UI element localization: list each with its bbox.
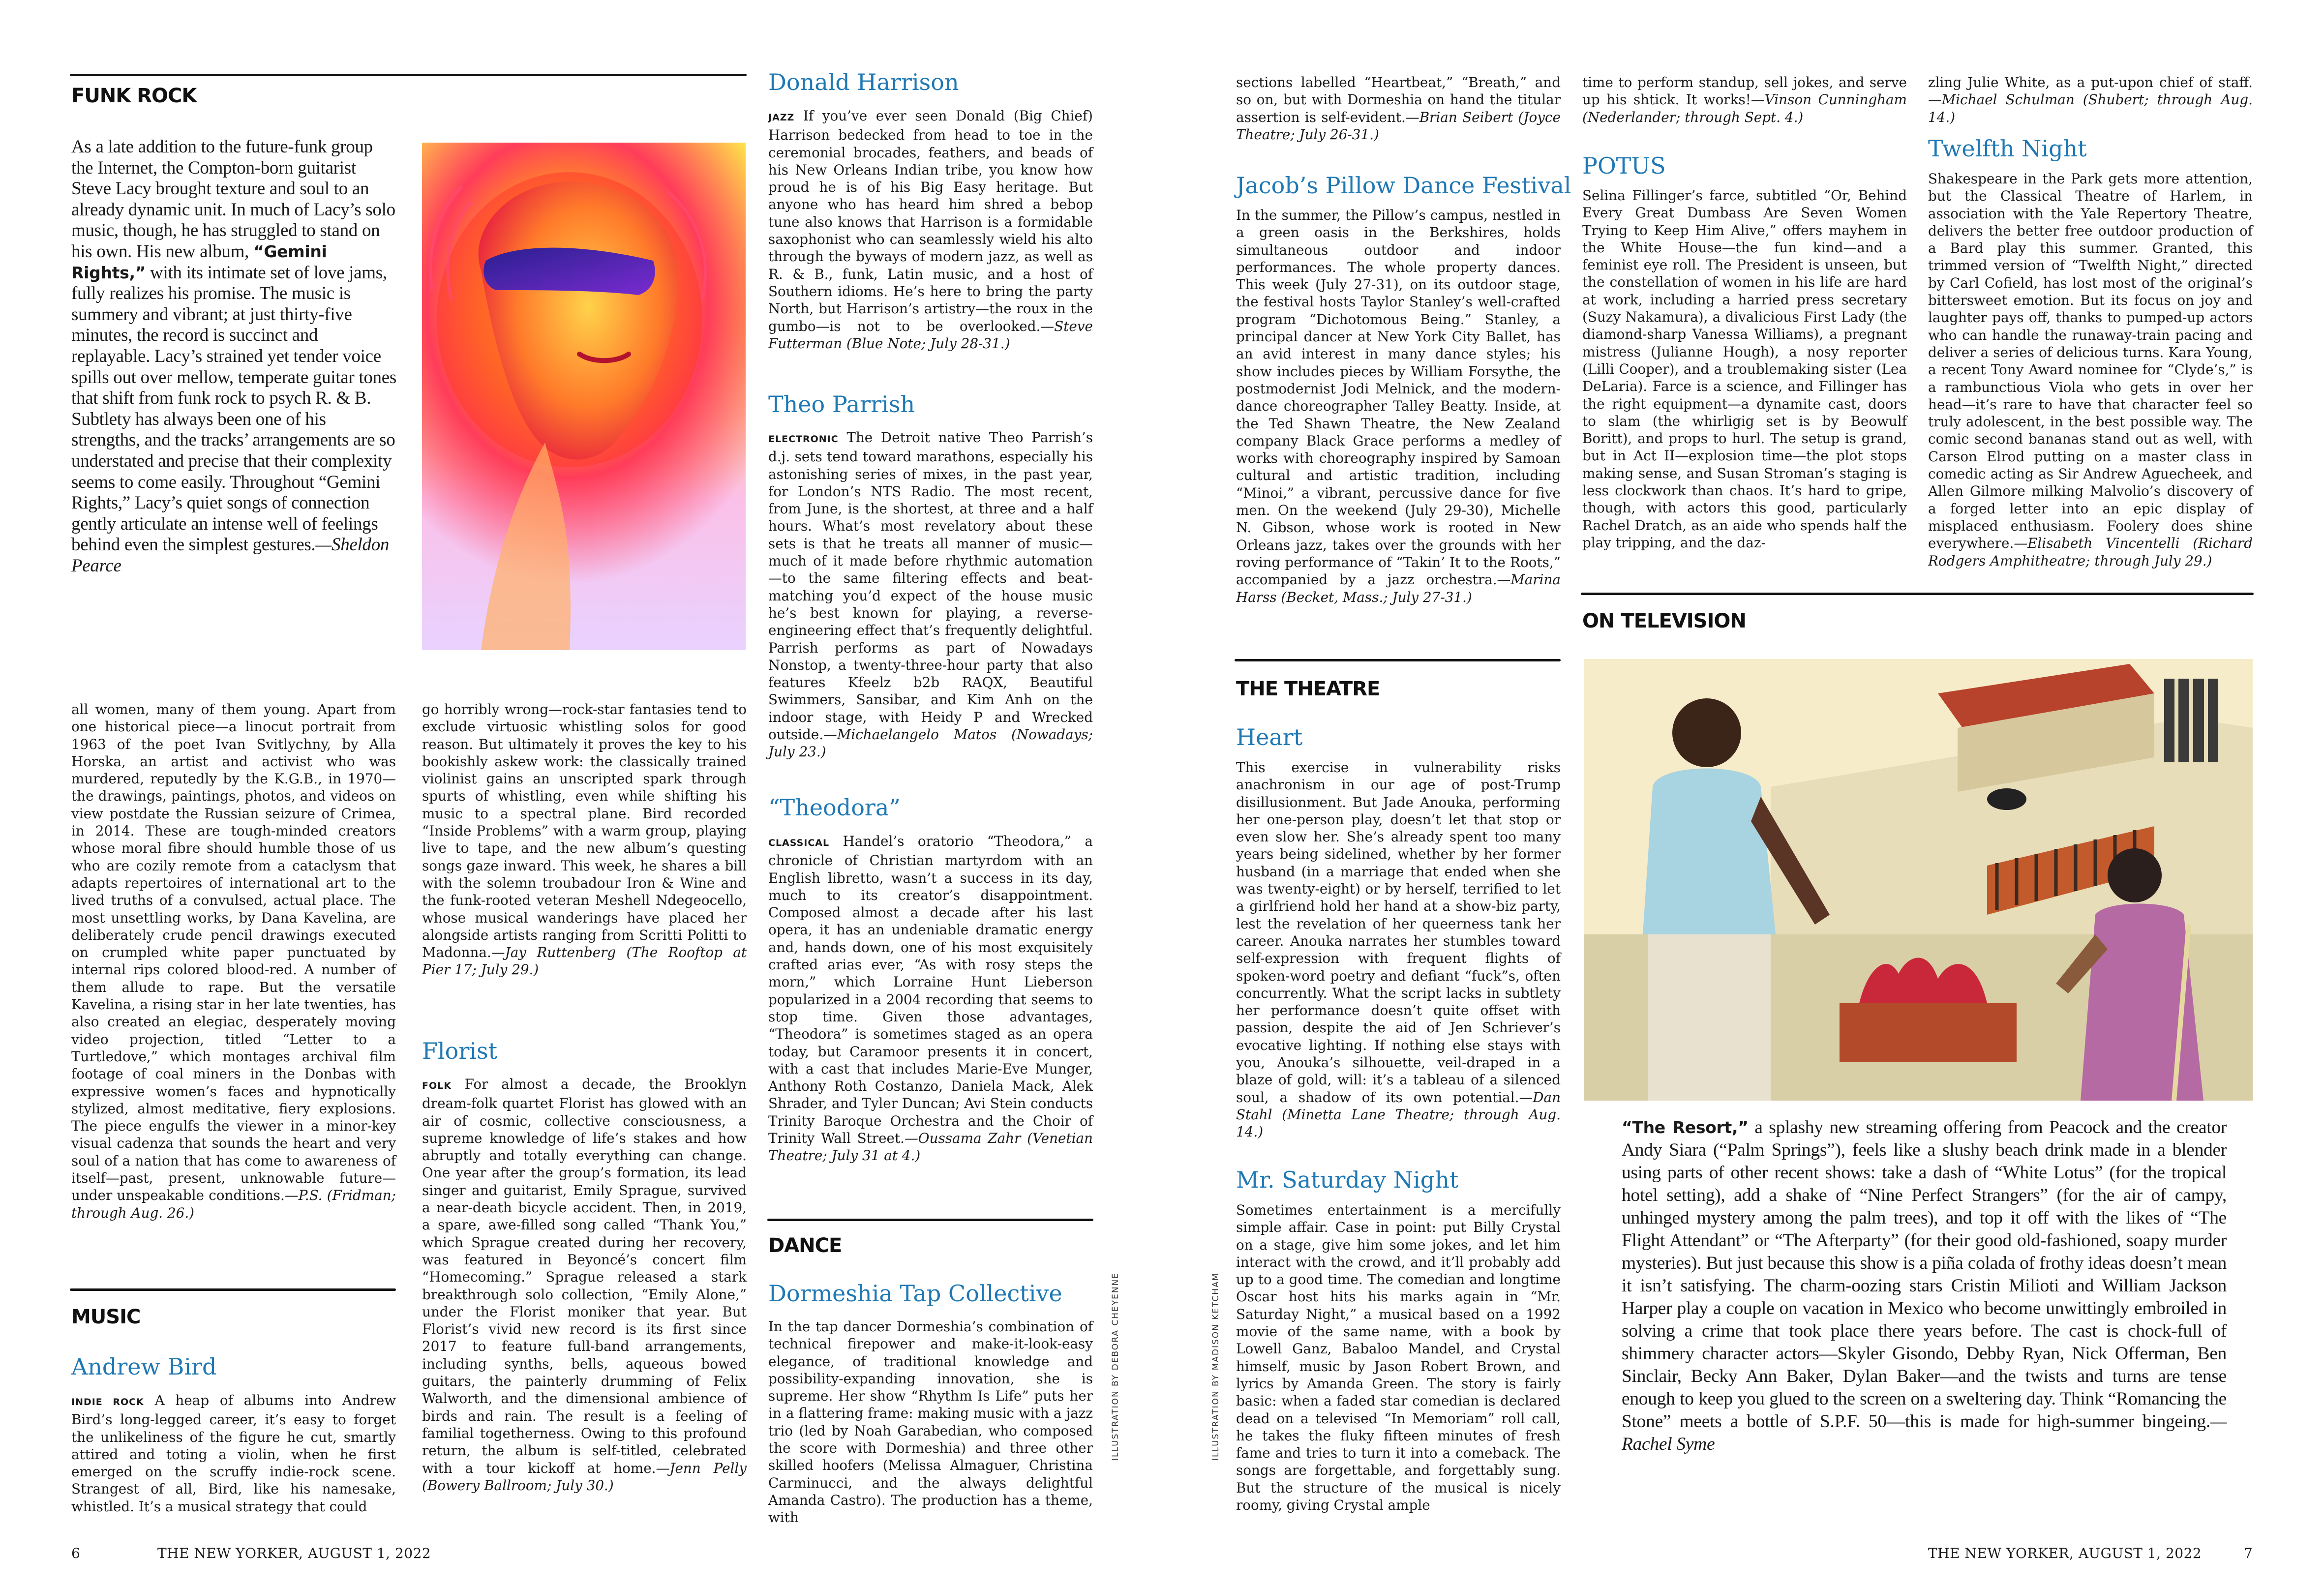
genre-label: CLASSICAL <box>768 838 830 848</box>
page-number-right: 7 <box>2244 1545 2253 1561</box>
potus-byline: —Michael Schulman (Shubert; through Aug. 14.) <box>1928 91 2253 125</box>
genre-label: ELECTRONIC <box>768 434 839 445</box>
falling-figure <box>1987 788 2026 810</box>
funk-rock-rule <box>70 74 747 76</box>
footer-left: THE NEW YORKER, AUGUST 1, 2022 <box>157 1545 431 1561</box>
theatre-rule <box>1235 659 1561 661</box>
dormeshia-byline: —Brian Seibert (Joyce Theatre; July 26-31.) <box>1236 109 1561 143</box>
potus-title: POTUS <box>1582 152 1666 179</box>
heart-byline: —Dan Stahl (Minetta Lane Theatre; through Aug. 14.) <box>1236 1089 1561 1140</box>
theo-parrish-review: ELECTRONIC The Detroit native Theo Parrish’s d.j. sets tend toward marathons, especially his astonishing series of mixes, in the past year, for London’s NTS Radio. The most recent, from June, is the shortest, at three and a half hours. What’s most revelatory about these sets is that he treats all manner of music—much of it made before rhythmic automation—to the same filtering effects and beat-matching you’d expect of the house music he’s best known for playing, a reverse-engineering effect that’s frequently delightful. Parrish performs as part of Nowadays Nonstop, a twenty-three-hour party that also features Kfeelz b2b RAQX, Beautiful Swimmers, Sansibar, and Kim Anh on the indoor stage, with Heidy P and Wrecked outside.—Michaelangelo Matos (Nowadays; July 23.) <box>768 429 1093 760</box>
florist-byline: —Jenn Pelly (Bowery Ballroom; July 30.) <box>422 1460 747 1494</box>
dance-heading: DANCE <box>768 1234 842 1257</box>
genre-label: INDIE ROCK <box>71 1397 144 1407</box>
funk-rock-heading: FUNK ROCK <box>71 85 197 107</box>
dormeshia-title: Dormeshia Tap Collective <box>768 1280 1062 1307</box>
heart-review: This exercise in vulnerability risks anachronism in our age of post-Trump disillusionment. But Jade Anouka, performing her one-person play, doesn’t let that stop or even slow her. She’s already spent too many years being sidelined, whether by her former husband (in a marriage that ended when she was twenty-eight) or by herself, terrified to let a girlfriend hold her hand at a show-biz party, lest the revelation of her queerness tank her career. Anouka narrates her stumbles toward self-expression with frequent flights of spoken-word poetry and defiant “fuck”s, often concurrently. What the script lacks in subtlety her performance doesn’t quite offset with passion, despite the aid of Jen Schriever’s evocative lighting. If nothing else stays with you, Anouka’s silhouette, veil-draped in a blaze of gold, will: it’s a tableau of a silenced soul, a shadow of its own potential.—Dan Stahl (Minetta Lane Theatre; through Aug. 14.) <box>1236 759 1561 1140</box>
mr-saturday-night-byline: —Vinson Cunningham (Nederlander; through Sept. 4.) <box>1582 91 1907 125</box>
funk-rock-review: As a late addition to the future-funk group the Internet, the Compton-born guitarist Steve Lacy brought texture and soul to an already dynamic unit. In much of Lacy’s solo music, though, he has struggled to stand on his own. His new album, “Gemini Rights,” with its intimate set of love jams, fully realizes his promise. The music is summery and vibrant; at just thirty-five minutes, the record is succinct and replayable. Lacy’s strained yet tender voice spills out over mellow, temperate guitar tones that shift from funk rock to psych R. & B. Subtlety has always been one of his strengths, and the tracks’ arrangements are so understated and precise that their complexity seems to come easily. Throughout “Gemini Rights,” Lacy’s quiet songs of connection gently articulate an intense well of feelings behind even the simplest gestures.—Sheldon Pearce <box>71 137 396 576</box>
dormeshia-review: In the tap dancer Dormeshia’s combination of technical firepower and make-it-look-easy elegance, of traditional knowledge and possibility-expanding innovation, she is supreme. Her show “Rhythm Is Life” puts her in a flattering frame: making music with a jazz trio (led by Noah Garabedian, who composed the score with Dormeshia) and three other skilled hoofers (Melissa Almaguer, Christina Carminucci, and the always delightful Amanda Castro). The production has a theme, with <box>768 1318 1093 1526</box>
art-review-continued: all women, many of them young. Apart from one historical piece—a linocut portrait from 1963 of the poet Ivan Svitlychny, by Alla Horska, an artist and activist who was murdered, reputedly by the K.G.B., in 1970—the drawings, paintings, photos, and videos on view postdate the Russian seizure of Crimea, in 2014. These are tough-minded creators whose moral fibre should humble those of us who are cozily remote from a cataclysm that adapts repertoires of international art to the lived truths of a convulsed, actual place. The most unsettling works, by Dana Kavelina, are deliberately crude pencil drawings executed on crumpled white paper punctuated by internal rips colored blood-red. A number of them allude to rape. But the versatile Kavelina, a rising star in her late twenties, has also created an elegiac, desperately moving video projection, titled “Letter to a Turtledove,” which montages archival film footage of coal miners in the Donbas with expressive women’s faces and hypnotically stylized, almost meditative, fiery explosions. The piece engulfs the viewer in a minor-key visual cadenza that sounds the heart and very soul of a nation that has come to awareness of itself—past, present, unknowable future—under unspeakable conditions.—P.S. (Fridman; through Aug. 26.) <box>71 701 396 1221</box>
theatre-heading: THE THEATRE <box>1236 678 1380 700</box>
page-number-left: 6 <box>71 1545 80 1561</box>
donald-harrison-review: JAZZ If you’ve ever seen Donald (Big Chief) Harrison bedecked from head to toe in the ceremonial brocades, feathers, and beads of his New Orleans Indian tribe, you know how proud he is of his Big Easy heritage. But anyone who has heard him shred a bebop tune also knows that Harrison is a formidable saxophonist who can seamlessly wield his alto through the byways of modern jazz, as well as R. & B., funk, Latin music, and a host of Southern idioms. He’s here to bring the party North, but Harrison’s artistry—the roux in the gumbo—is not to be overlooked.—Steve Futterman (Blue Note; July 28-31.) <box>768 108 1093 352</box>
florist-review: FOLK For almost a decade, the Brooklyn dream-folk quartet Florist has glowed with an air of cosmic, collective consciousness, a supreme knowledge of life’s stakes and how abruptly and totally everything can change. One year after the group’s formation, its lead singer and guitarist, Emily Sprague, survived a near-death bicycle accident. Then, in 2019, a spare, awe-filled song called “Thank You,” which Sprague created during her recovery, was featured in Beyoncé’s concert film “Homecoming.” Sprague released a stark breakthrough solo collection, “Emily Alone,” under the Florist moniker that year. But Florist’s vivid new record is its first since 2017 to feature full-band arrangements, including synths, bells, aqueous bowed guitars, the painterly drumming of Felix Walworth, and the dimensional ambience of birds and rain. The result is a feeling of familial togetherness. Owing to this profound return, the album is self-titled, celebrated with a tour kickoff at home.—Jenn Pelly (Bowery Ballroom; July 30.) <box>422 1076 747 1494</box>
planter <box>1840 1003 2017 1062</box>
twelfth-night-byline: —Elisabeth Vincentelli (Richard Rodgers Amphitheatre; through July 29.) <box>1928 535 2253 569</box>
art-byline: —P.S. (Fridman; through Aug. 26.) <box>71 1187 396 1221</box>
andrew-bird-continued: go horribly wrong—rock-star fantasies tend to exclude virtuosic whistling solos for good reason. But ultimately it proves the key to his bookishly askew work: the classically trained violinist gains an unscripted spark through spurts of whistling, even while shifting his music to a spectral plane. Bird recorded “Inside Problems” with a warm group, playing live to tape, and the new album’s questing songs gaze inward. This week, he shares a bill with the solemn troubadour Iron & Wine and the funk-rooted veteran Meshell Ndegeocello, whose musical wanderings have placed her alongside artists ranging from Scritti Politti to Madonna.—Jay Ruttenberg (The Rooftop at Pier 17; July 29.) <box>422 701 747 978</box>
donald-harrison-title: Donald Harrison <box>768 69 959 95</box>
theo-parrish-title: Theo Parrish <box>768 391 915 418</box>
music-heading: MUSIC <box>71 1306 141 1328</box>
potus-review: Selina Fillinger’s farce, subtitled “Or, Behind Every Great Dumbass Are Seven Women Trying to Keep Him Alive,” offers mayhem in the White House—the fun kind—and a feminist eye roll. The President is unseen, but the constellation of women in his life are hard at work, including a harried press secretary (Suzy Nakamura), a divalicious First Lady (the diamond-sharp Vanessa Williams), a pregnant mistress (Julianne Hough), a nosy reporter (Lilli Cooper), and a troublemaking sister (Lea DeLaria). Farce is a science, and Fillinger has the right equipment—a dynamite cast, doors to slam (the whirligig set is by Beowulf Boritt), and props to hurl. The setup is grand, but in Act II—explosion time—the plot stops making sense, and Susan Stroman’s staging is less clockwork than chaos. It’s hard to gripe, though, with actors this good, particularly Rachel Dratch, as an aide who spends half the play tripping, and the daz- <box>1582 187 1907 551</box>
genre-label: JAZZ <box>768 112 795 123</box>
show-title: “The Resort,” <box>1622 1118 1749 1137</box>
florist-title: Florist <box>422 1038 498 1064</box>
andrew-bird-title: Andrew Bird <box>71 1353 217 1380</box>
resort-svg <box>1584 659 2253 1101</box>
genre-label: FOLK <box>422 1080 452 1091</box>
andrew-bird-review: INDIE ROCK A heap of albums into Andrew Bird’s long-legged career, it’s easy to forget the unlikeliness of the figure he cut, smartly attired and toting a violin, when he first emerged on the scruffy indie-rock scene. Strangest of all, Bird, like his namesake, whistled. It’s a musical strategy that could <box>71 1392 396 1515</box>
footer-right: THE NEW YORKER, AUGUST 1, 2022 <box>1928 1545 2202 1561</box>
the-resort-byline: —Rachel Syme <box>1622 1411 2227 1454</box>
mr-saturday-night-title: Mr. Saturday Night <box>1236 1167 1459 1193</box>
funk-rock-byline: —Sheldon Pearce <box>71 535 390 576</box>
jacobs-pillow-byline: —Marina Harss (Becket, Mass.; July 27-31.) <box>1236 571 1561 605</box>
theo-parrish-byline: —Michaelangelo Matos (Nowadays; July 23.) <box>768 726 1093 760</box>
theodora-byline: —Oussama Zahr (Venetian Theatre; July 31 at 4.) <box>768 1130 1093 1164</box>
jacobs-pillow-review: In the summer, the Pillow’s campus, nestled in a green oasis in the Berkshires, holds simultaneous outdoor and indoor performances. The whole property dances. This week (July 27-31), on its outdoor stage, the festival hosts Taylor Stanley’s well-crafted program “Dichotomous Being.” Stanley, a principal dancer at New York City Ballet, has an avid interest in many dance styles; his show includes pieces by William Forsythe, the postmodernist Jodi Melnick, and the modern-dance choreographer Talley Beatty. Inside, at the Ted Shawn Theatre, the New Zealand company Black Grace performs a medley of works with choreography inspired by Samoan cultural and artistic tradition, including “Minoi,” a vibrant, percussive dance for five men. On the weekend (July 29-30), Michelle N. Gibson, whose work is rooted in New Orleans jazz, takes over the grounds with her roving performance of “Takin’ It to the Roots,” accompanied by a jazz orchestra.—Marina Harss (Becket, Mass.; July 27-31.) <box>1236 207 1561 605</box>
illustration-credit-right: ILLUSTRATION BY MADISON KETCHAM <box>1211 1272 1221 1461</box>
the-resort-illustration <box>1584 659 2253 1101</box>
theodora-review: CLASSICAL Handel’s oratorio “Theodora,” a chronicle of Christian martyrdom with an English libretto, wasn’t a success in its day, much to its creator’s disappointment. Composed almost a decade after his last opera, it has an undeniable dramatic energy and, hands down, one of his most exquisitely crafted arias ever, “As with rosy steps the morn,” which Lorraine Hunt Lieberson popularized in a 2004 recording that seems to stop time. Given those advantages, “Theodora” is sometimes staged as an opera today, but Caramoor presents it in concert, with a cast that includes Marie-Eve Munger, Anthony Roth Costanzo, Daniela Mack, Alek Shrader, and Tyler Duncan; Avi Stein conducts Trinity Baroque Orchestra and the Choir of Trinity Wall Street.—Oussama Zahr (Venetian Theatre; July 31 at 4.) <box>768 833 1093 1164</box>
neck-shape <box>481 443 571 650</box>
television-rule <box>1581 593 2254 595</box>
theodora-title: “Theodora” <box>768 794 901 821</box>
album-title: “Gemini Rights,” <box>71 241 327 282</box>
mr-saturday-night-review: Sometimes entertainment is a mercifully simple affair. Case in point: put Billy Crystal on a stage, give him some jokes, and let him interact with the crowd, and it’ll probably add up to a good time. The comedian and longtime Oscar host hits his marks again in “Mr. Saturday Night,” a musical based on a 1992 movie of the same name, with a book by Lowell Ganz, Babaloo Mandel, and Crystal himself, music by Jason Robert Brown, and lyrics by Amanda Green. The story is fairly basic: when a faded star comedian is declared dead on a televised “In Memoriam” roll call, he takes the fluky fifteen minutes of fresh fame and tries to turn it into a comeback. The songs are forgettable, and forgettably sung. But the structure of the musical is nicely roomy, giving Crystal ample <box>1236 1202 1561 1514</box>
donald-harrison-byline: —Steve Futterman (Blue Note; July 28-31.) <box>768 318 1093 352</box>
potus-continued: zling Julie White, as a put-upon chief of staff.—Michael Schulman (Shubert; through Aug. 14.) <box>1928 74 2253 125</box>
dormeshia-continued: sections labelled “Heartbeat,” “Breath,” and so on, but with Dormeshia on hand the titular assertion is self-evident.—Brian Seibert (Joyce Theatre; July 26-31.) <box>1236 74 1561 143</box>
steve-lacy-illustration <box>422 143 746 650</box>
right-page <box>1162 0 2324 1586</box>
television-heading: ON TELEVISION <box>1582 610 1746 632</box>
jacobs-pillow-title: Jacob’s Pillow Dance Festival <box>1236 172 1571 199</box>
dance-rule <box>767 1219 1093 1221</box>
illustration-credit-left: ILLUSTRATION BY DEBORA CHEYENNE <box>1111 1272 1120 1461</box>
music-rule <box>70 1288 396 1291</box>
mr-saturday-night-continued: time to perform standup, sell jokes, and serve up his shtick. It works!—Vinson Cunningham (Nederlander; through Sept. 4.) <box>1582 74 1907 125</box>
andrew-bird-byline: —Jay Ruttenberg (The Rooftop at Pier 17; July 29.) <box>422 944 747 978</box>
heart-title: Heart <box>1236 724 1303 750</box>
twelfth-night-title: Twelfth Night <box>1928 135 2087 162</box>
portrait-svg <box>422 143 746 650</box>
twelfth-night-review: Shakespeare in the Park gets more attention, but the Classical Theatre of Harlem, in association with the Yale Repertory Theatre, delivers the better free outdoor production of a Bard play this summer. Granted, this trimmed version of “Twelfth Night,” directed by Carl Cofield, has lost most of the original’s bittersweet emotion. But its focus on joy and laughter pays off, thanks to pumped-up actors who can handle the runaway-train pacing and deliver a series of delicious turns. Kara Young, a recent Tony Award nominee for “Clyde’s,” is a rambunctious Viola who gets in over her head—it’s rare to have that character feel so truly adolescent, in the best possible way. The comic second bananas stand out as well, with Carson Elrod putting on a master class in comedic acting as Sir Andrew Aguecheek, and Allen Gilmore milking Malvolio’s discovery of a forged letter into an epic display of misplaced enthusiasm. Foolery does shine everywhere.—Elisabeth Vincentelli (Richard Rodgers Amphitheatre; through July 29.) <box>1928 171 2253 569</box>
the-resort-review: “The Resort,” a splashy new streaming offering from Peacock and the creator Andy Siara (“Palm Springs”), feels like a slushy beach drink made in a blender using parts of other recent shows: take a dash of “White Lotus” (for the tropical hotel setting), add a shake of “Nine Perfect Strangers” (for the air of campy, unhinged mystery among the palm trees), and top it off with the likes of “The Flight Attendant” or “The Afterparty” (for their good old-fashioned, soapy murder mysteries). But just because this show is a piña colada of frothy ideas doesn’t mean it isn’t satisfying. The charm-oozing stars Cristin Milioti and William Jackson Harper play a couple on vacation in Mexico who become unwittingly embroiled in solving a crime that took place there years before. The cast is chock-full of shimmery character actors—Skyler Gisondo, Debby Ryan, Nick Offerman, Ben Sinclair, Becky Ann Baker, Dylan Baker—and the twists and turns are tense enough to keep you glued to the screen on a sweltering day. Think “Romancing the Stone” meets a bottle of S.P.F. 50—this is made for high-summer bingeing.—Rachel Syme <box>1622 1117 2227 1454</box>
